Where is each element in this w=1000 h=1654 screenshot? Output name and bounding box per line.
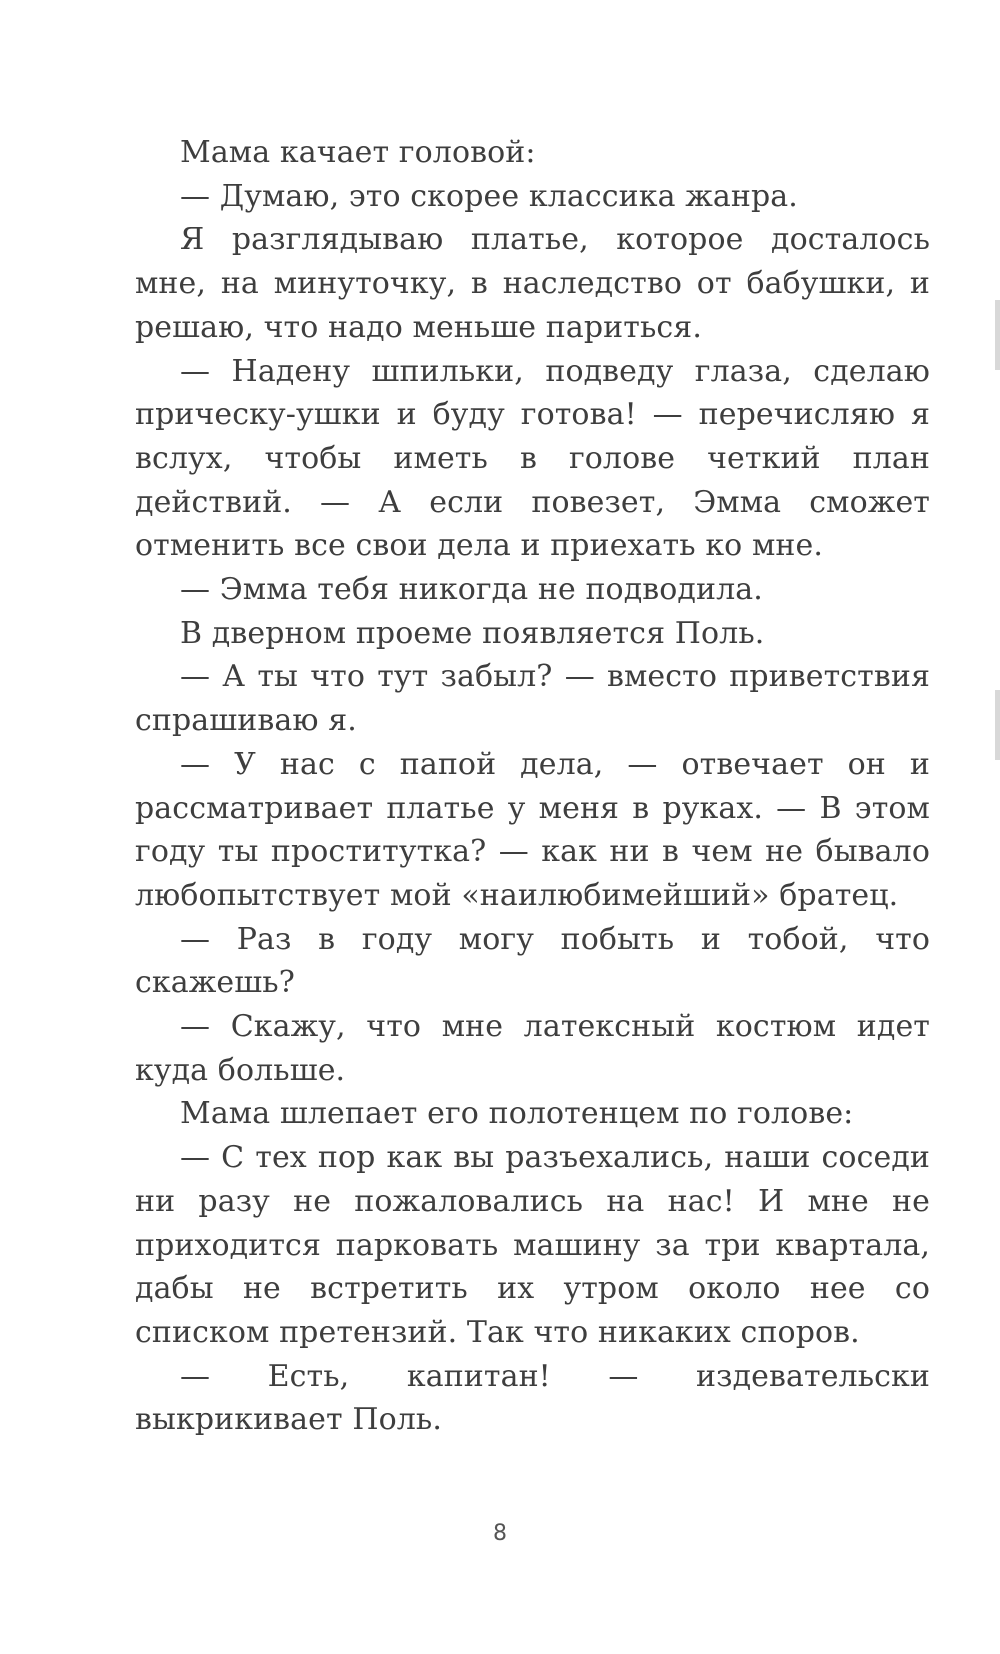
paragraph: В дверном проеме появляется Поль. — [180, 615, 765, 651]
paragraph: Я разглядываю платье, которое досталось мне, на минуточку, в наследство от бабушки, и решаю, что надо меньше париться. — [135, 222, 930, 345]
paragraph: — Раз в году могу побыть и тобой, что скажешь? — [135, 921, 930, 1001]
paragraph: — А ты что тут забыл? — вместо приветствия спрашиваю я. — [135, 659, 930, 739]
paragraph: — Есть, капитан! — издевательски выкрикивает Поль. — [135, 1358, 930, 1438]
page-edge-mark — [995, 300, 1000, 370]
paragraph: — Думаю, это скорее классика жанра. — [180, 178, 798, 214]
paragraph: — С тех пор как вы разъехались, наши соседи ни разу не пожаловались на нас! И мне не приходится парковать машину за три квартала, дабы не встретить их утром около нее со списком претензий. Так что никаких споров. — [135, 1140, 930, 1350]
paragraph: — Эмма тебя никогда не подводила. — [180, 572, 763, 608]
page-edge-mark — [995, 690, 1000, 760]
paragraph: Мама качает головой: — [180, 135, 536, 170]
page-number: 8 — [493, 1521, 507, 1546]
paragraph: — Надену шпильки, подведу глаза, сделаю прическу-ушки и буду готова! — перечисляю я вслух, чтобы иметь в голове четкий план действий. — А если повезет, Эмма сможет отменить все свои дела и приехать ко мне. — [135, 353, 930, 564]
body-text — [135, 131, 930, 1442]
paragraph: — Скажу, что мне латексный костюм идет куда больше. — [135, 1009, 930, 1088]
paragraph: Мама шлепает его полотенцем по голове: — [180, 1096, 854, 1132]
paragraph: — У нас с папой дела, — отвечает он и рассматривает платье у меня в руках. — В этом году ты проститутка? — как ни в чем не бывало любопытствует мой «наилюбимейший» братец. — [135, 746, 930, 913]
